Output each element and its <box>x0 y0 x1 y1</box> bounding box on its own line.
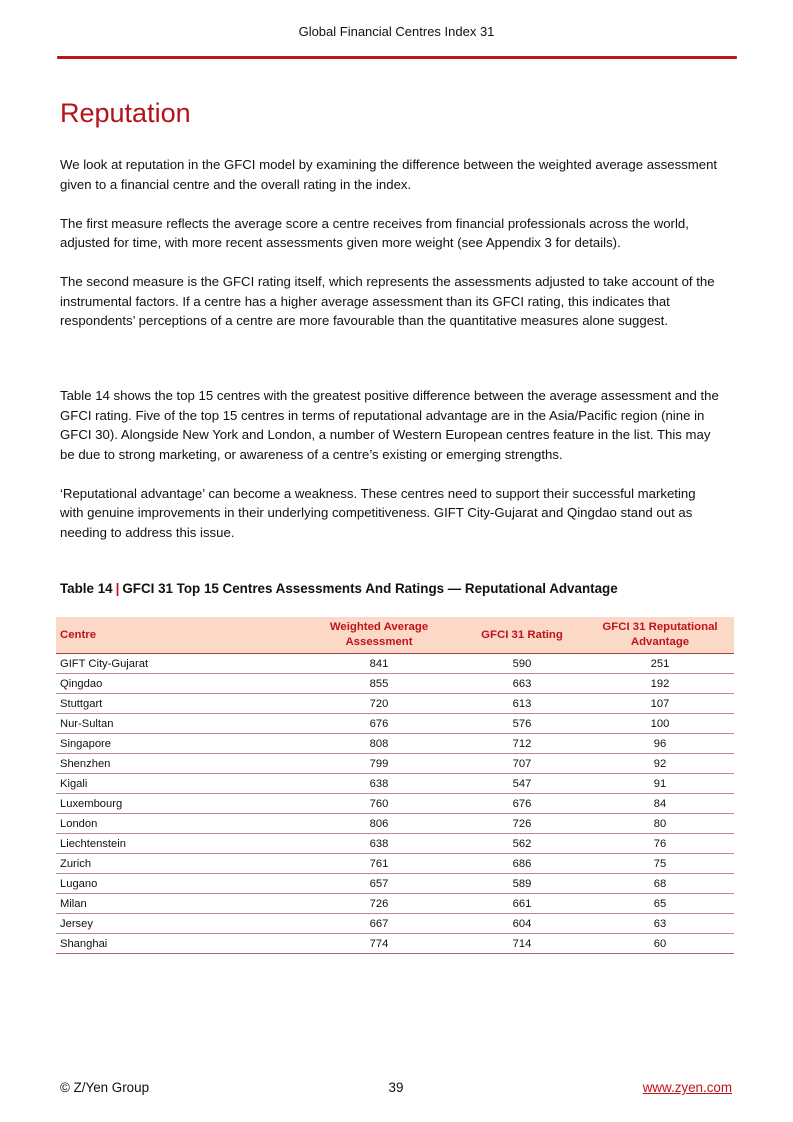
table-caption-separator: | <box>115 581 120 596</box>
cell-centre: Nur-Sultan <box>56 714 300 734</box>
cell-centre: Lugano <box>56 874 300 894</box>
cell-gfci-rating: 613 <box>458 694 586 714</box>
cell-centre: Shanghai <box>56 934 300 954</box>
cell-centre: Liechtenstein <box>56 834 300 854</box>
cell-weighted-average: 676 <box>300 714 458 734</box>
column-header-reputational-advantage: GFCI 31 Reputational Advantage <box>586 617 734 654</box>
cell-gfci-rating: 604 <box>458 914 586 934</box>
cell-centre: London <box>56 814 300 834</box>
table-row <box>56 694 734 714</box>
cell-reputational-advantage: 68 <box>586 874 734 894</box>
cell-centre: Singapore <box>56 734 300 754</box>
body-section-2 <box>60 386 720 562</box>
table-row <box>56 774 734 794</box>
cell-centre: Kigali <box>56 774 300 794</box>
cell-weighted-average: 657 <box>300 874 458 894</box>
cell-weighted-average: 841 <box>300 654 458 674</box>
table-caption-title: GFCI 31 Top 15 Centres Assessments And Ratings — Reputational Advantage <box>122 581 618 596</box>
table-row <box>56 874 734 894</box>
table-row <box>56 854 734 874</box>
column-header-weighted-average: Weighted Average Assessment <box>300 617 458 654</box>
cell-reputational-advantage: 100 <box>586 714 734 734</box>
cell-reputational-advantage: 96 <box>586 734 734 754</box>
column-header-centre: Centre <box>56 617 300 654</box>
cell-gfci-rating: 676 <box>458 794 586 814</box>
paragraph-first-measure: The first measure reflects the average score a centre receives from financial professionals across the world, adjusted for time, with more recent assessments given more weight (see Appendix 3 for details). <box>60 215 689 250</box>
cell-weighted-average: 667 <box>300 914 458 934</box>
cell-gfci-rating: 707 <box>458 754 586 774</box>
cell-reputational-advantage: 84 <box>586 794 734 814</box>
cell-reputational-advantage: 76 <box>586 834 734 854</box>
table-header-row <box>56 617 734 654</box>
cell-gfci-rating: 562 <box>458 834 586 854</box>
paragraph-second-measure: The second measure is the GFCI rating itself, which represents the assessments adjusted to take account of the instrumental factors. If a centre has a higher average assessment than its GFCI rating, this indicates that respondents’ perceptions of a centre are more favourable than the quantitative measures alone suggest. <box>60 274 715 328</box>
cell-gfci-rating: 547 <box>458 774 586 794</box>
cell-weighted-average: 806 <box>300 814 458 834</box>
cell-gfci-rating: 590 <box>458 654 586 674</box>
table-caption-label: Table 14 <box>60 581 113 596</box>
cell-reputational-advantage: 251 <box>586 654 734 674</box>
table-row <box>56 914 734 934</box>
cell-gfci-rating: 712 <box>458 734 586 754</box>
table-row <box>56 814 734 834</box>
cell-centre: Shenzhen <box>56 754 300 774</box>
cell-weighted-average: 761 <box>300 854 458 874</box>
column-header-gfci-rating: GFCI 31 Rating <box>458 617 586 654</box>
cell-reputational-advantage: 92 <box>586 754 734 774</box>
cell-centre: Luxembourg <box>56 794 300 814</box>
table-row <box>56 754 734 774</box>
paragraph-table-summary: Table 14 shows the top 15 centres with the greatest positive difference between the average assessment and the GFCI rating. Five of the top 15 centres in terms of reputational advantage are in the Asia/Pacific region (nine in GFCI 30). Alongside New York and London, a number of Western European centres feature in the list. This may be due to strong marketing, or awareness of a centre’s existing or emerging strengths. <box>60 388 719 462</box>
cell-centre: Jersey <box>56 914 300 934</box>
footer-website-link[interactable]: www.zyen.com <box>642 1080 732 1095</box>
cell-weighted-average: 799 <box>300 754 458 774</box>
table-row <box>56 834 734 854</box>
cell-centre: GIFT City-Gujarat <box>56 654 300 674</box>
cell-gfci-rating: 714 <box>458 934 586 954</box>
cell-centre: Zurich <box>56 854 300 874</box>
table-row <box>56 734 734 754</box>
cell-gfci-rating: 663 <box>458 674 586 694</box>
cell-gfci-rating: 726 <box>458 814 586 834</box>
cell-reputational-advantage: 65 <box>586 894 734 914</box>
table-body <box>56 654 734 954</box>
cell-reputational-advantage: 80 <box>586 814 734 834</box>
table-row <box>56 894 734 914</box>
cell-reputational-advantage: 75 <box>586 854 734 874</box>
cell-gfci-rating: 686 <box>458 854 586 874</box>
header-divider <box>57 56 737 59</box>
cell-reputational-advantage: 63 <box>586 914 734 934</box>
cell-reputational-advantage: 91 <box>586 774 734 794</box>
cell-centre: Qingdao <box>56 674 300 694</box>
paragraph-intro: We look at reputation in the GFCI model by examining the difference between the weighted average assessment given to a financial centre and the overall rating in the index. <box>60 157 718 192</box>
cell-reputational-advantage: 192 <box>586 674 734 694</box>
table-caption <box>60 581 618 596</box>
table-row <box>56 934 734 954</box>
cell-weighted-average: 638 <box>300 834 458 854</box>
table-row <box>56 674 734 694</box>
body-section-1 <box>60 155 720 350</box>
table-row <box>56 794 734 814</box>
cell-weighted-average: 720 <box>300 694 458 714</box>
cell-gfci-rating: 589 <box>458 874 586 894</box>
cell-weighted-average: 760 <box>300 794 458 814</box>
cell-weighted-average: 726 <box>300 894 458 914</box>
cell-weighted-average: 808 <box>300 734 458 754</box>
table-row <box>56 714 734 734</box>
footer-copyright: © Z/Yen Group <box>60 1080 150 1095</box>
cell-reputational-advantage: 60 <box>586 934 734 954</box>
cell-weighted-average: 774 <box>300 934 458 954</box>
reputational-advantage-table <box>56 617 734 954</box>
table-row <box>56 654 734 674</box>
cell-reputational-advantage: 107 <box>586 694 734 714</box>
cell-gfci-rating: 576 <box>458 714 586 734</box>
paragraph-weakness: ‘Reputational advantage’ can become a weakness. These centres need to support their successful marketing with genuine improvements in their underlying competitiveness. GIFT City-Gujarat and Qingdao stand out as needing to address this issue. <box>60 485 696 540</box>
cell-weighted-average: 638 <box>300 774 458 794</box>
running-header: Global Financial Centres Index 31 <box>298 24 495 39</box>
cell-gfci-rating: 661 <box>458 894 586 914</box>
cell-centre: Milan <box>56 894 300 914</box>
cell-centre: Stuttgart <box>56 694 300 714</box>
page-title: Reputation <box>60 98 191 128</box>
cell-weighted-average: 855 <box>300 674 458 694</box>
footer-page-number: 39 <box>388 1080 404 1095</box>
